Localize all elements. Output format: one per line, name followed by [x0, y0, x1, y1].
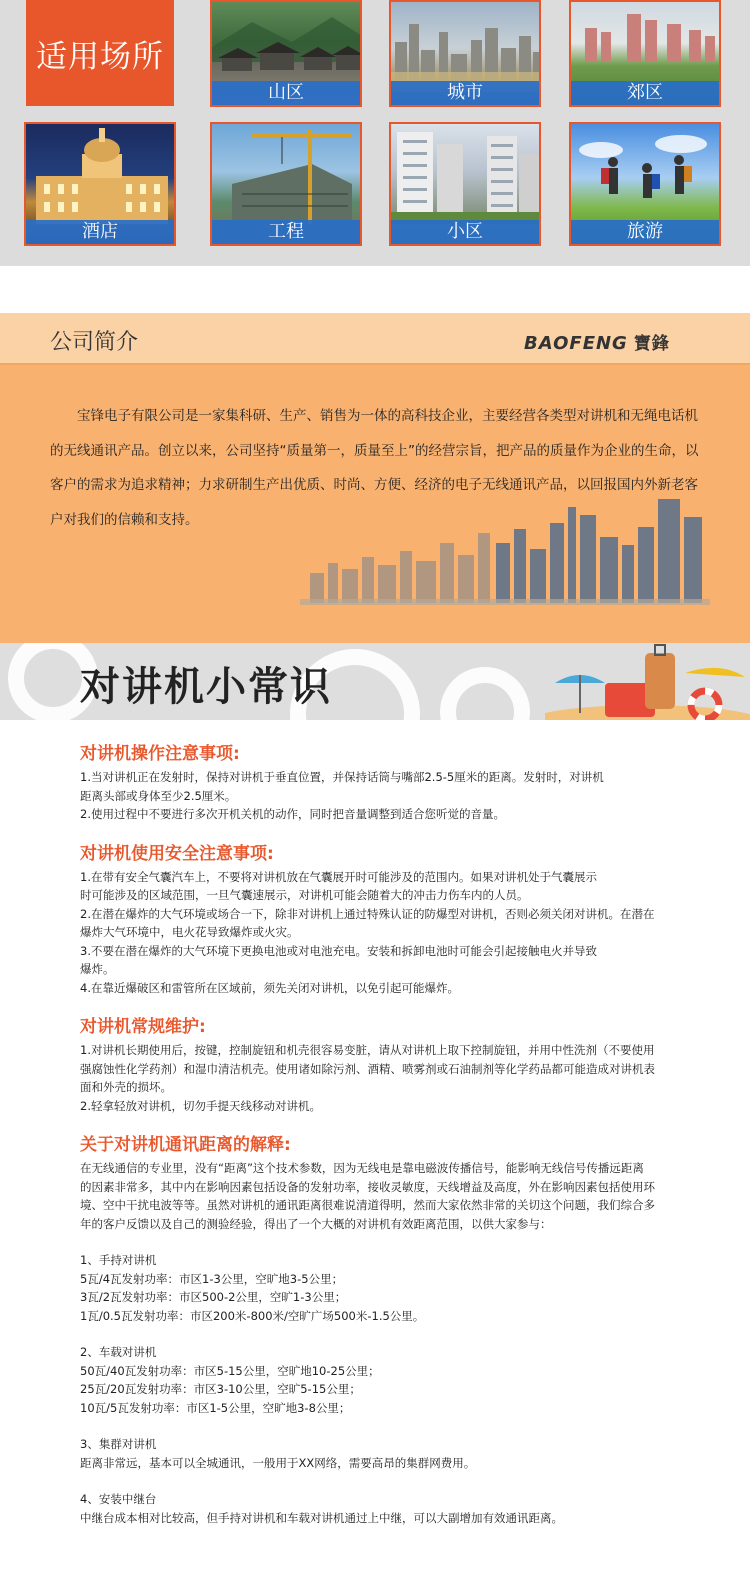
text-line: 距离头部或身体至少2.5厘米。: [80, 788, 237, 803]
company-intro-header: [0, 313, 750, 365]
range-group-title: 4、安装中继台: [80, 1492, 157, 1506]
city-skyline-illustration: [300, 493, 710, 613]
spacer: [80, 1233, 670, 1251]
scene-tile-suburb: [569, 0, 721, 107]
applicable-places-title: 适用场所: [36, 38, 164, 75]
text-line: 2.轻拿轻放对讲机，切勿手提天线移动对讲机。: [80, 1098, 321, 1113]
scene-label-mountain: 山区: [212, 81, 360, 105]
scene-label-project: 工程: [212, 220, 360, 244]
safety-notes-block: [80, 842, 670, 998]
company-intro-section: [0, 313, 750, 643]
scene-label-city: 城市: [391, 81, 539, 105]
operation-notes-block: [80, 742, 670, 824]
text-line: 4.在靠近爆破区和雷管所在区域前，须先关闭对讲机，以免引起可能爆炸。: [80, 980, 459, 995]
brand-name-en: BAOFENG: [524, 333, 628, 354]
scene-tile-community: [389, 122, 541, 246]
text-line: 3瓦/2瓦发射功率：市区500-2公里，空旷1-3公里；: [80, 1290, 347, 1304]
maintenance-block: [80, 1015, 670, 1115]
text-line: 在无线通信的专业里，没有“距离”这个技术参数，因为无线电是靠电磁波传播信号，能影响无线信号传播远距离: [80, 1161, 644, 1175]
section-title: 关于对讲机通讯距离的解释:: [80, 1135, 291, 1155]
range-group-title: 1、手持对讲机: [80, 1253, 157, 1267]
scene-label-hotel: 酒店: [26, 220, 174, 244]
range-explanation-block: [80, 1133, 670, 1527]
text-line: 强腐蚀性化学药剂）和湿巾清洁机壳。使用诸如除污剂、酒精、喷雾剂或石油制剂等化学药品都可能造成对讲机表: [80, 1061, 655, 1076]
text-line: 距离非常远，基本可以全城通讯，一般用于XX网络，需要高昂的集群网费用。: [80, 1455, 476, 1470]
text-line: 3.不要在潜在爆炸的大气环境下更换电池或对电池充电。安装和拆卸电池时可能会引起接触电火并导致: [80, 943, 597, 958]
text-line: 10瓦/5瓦发射功率：市区1-5公里，空旷地3-8公里；: [80, 1400, 351, 1415]
text-line: 1.在带有安全气囊汽车上，不要将对讲机放在气囊展开时可能涉及的范围内。如果对讲机处于气囊展示: [80, 869, 597, 884]
text-line: 时可能涉及的区域范围，一旦气囊速展示，对讲机可能会随着大的冲击力伤车内的人员。: [80, 888, 529, 902]
walkie-tips-banner: [0, 643, 750, 720]
text-line: 1.对讲机长期使用后，按键，控制旋钮和机壳很容易变脏，请从对讲机上取下控制旋钮，并用中性洗剂（不要使用: [80, 1043, 655, 1057]
scene-label-travel: 旅游: [571, 220, 719, 244]
scene-tile-mountain: [210, 0, 362, 107]
text-line: 中继台成本相对比较高，但手持对讲机和车载对讲机通过上中继，可以大副增加有效通讯距离。: [80, 1510, 563, 1525]
applicable-places-section: [0, 0, 750, 266]
text-line: 2.使用过程中不要进行多次开机关机的动作，同时把音量调整到适合您听觉的音量。: [80, 807, 505, 821]
walkie-tips-content: [80, 742, 670, 1527]
brand-name-cn: 寶鋒: [633, 334, 670, 354]
text-line: 面和外壳的损坏。: [80, 1080, 172, 1094]
text-line: 2.在潜在爆炸的大气环境或场合一下，除非对讲机上通过特殊认证的防爆型对讲机，否则必须关闭对讲机。在潜在: [80, 906, 655, 921]
section-title: 对讲机操作注意事项:: [80, 744, 240, 764]
baofeng-logo: [524, 329, 670, 354]
text-line: 1.当对讲机正在发射时，保持对讲机于垂直位置，并保持话筒与嘴部2.5-5厘米的距离。发射时，对讲机: [80, 770, 604, 784]
text-line: 1瓦/0.5瓦发射功率：市区200米-800米/空旷广场500米-1.5公里。: [80, 1308, 425, 1323]
scene-tile-travel: [569, 122, 721, 246]
section-title: 对讲机使用安全注意事项:: [80, 843, 274, 864]
text-line: 年的客户反馈以及自己的测验经验，得出了一个大概的对讲机有效距离范围，以供大家参与：: [80, 1216, 552, 1231]
text-line: 爆炸。: [80, 962, 115, 976]
spacer: [80, 1417, 670, 1435]
text-line: 爆炸大气环境中，电火花导致爆炸或火灾。: [80, 925, 299, 939]
scene-tile-project: [210, 122, 362, 246]
range-group-title: 3、集群对讲机: [80, 1437, 157, 1451]
text-line: 25瓦/20瓦发射功率：市区3-10公里，空旷5-15公里；: [80, 1382, 361, 1396]
range-group-title: 2、车载对讲机: [80, 1345, 157, 1359]
scene-tile-city: [389, 0, 541, 107]
walkie-tips-title: 对讲机小常识: [80, 664, 332, 710]
company-intro-title: 公司简介: [50, 330, 139, 355]
text-line: 的因素非常多，其中内在影响因素包括设备的发射功率，接收灵敏度，天线增益及高度，外在影响因素包括使用环: [80, 1179, 655, 1194]
spacer: [80, 1472, 670, 1490]
section-title: 对讲机常规维护:: [80, 1017, 206, 1037]
text-line: 5瓦/4瓦发射功率：市区1-3公里，空旷地3-5公里；: [80, 1271, 344, 1286]
scene-tile-hotel: [24, 122, 176, 246]
text-line: 50瓦/40瓦发射功率：市区5-15公里，空旷地10-25公里；: [80, 1363, 380, 1378]
company-intro-paragraph: 宝锋电子有限公司是一家集科研、生产、销售为一体的高科技企业，主要经营各类型对讲机和无绳电话机的无线通讯产品。创立以来，公司坚持“质量第一，质量至上”的经营宗旨，把产品的质量作为企业的生命，以客户的需求为追求精神；力求研制生产出优质、时尚、方便、经济的电子无线通讯产品，以回报国内外新老客户对我们的信赖和支持。: [50, 408, 699, 528]
spacer: [80, 1325, 670, 1343]
scene-label-community: 小区: [391, 220, 539, 244]
text-line: 境、空中干扰电波等等。虽然对讲机的通讯距离很难说清道得明，然而大家依然非常的关切这个问题，我们综合多: [80, 1198, 655, 1212]
travel-luggage-illustration: [545, 643, 750, 720]
applicable-places-title-tile: [26, 0, 174, 106]
decorative-ring: [440, 667, 530, 720]
scene-label-suburb: 郊区: [571, 81, 719, 105]
